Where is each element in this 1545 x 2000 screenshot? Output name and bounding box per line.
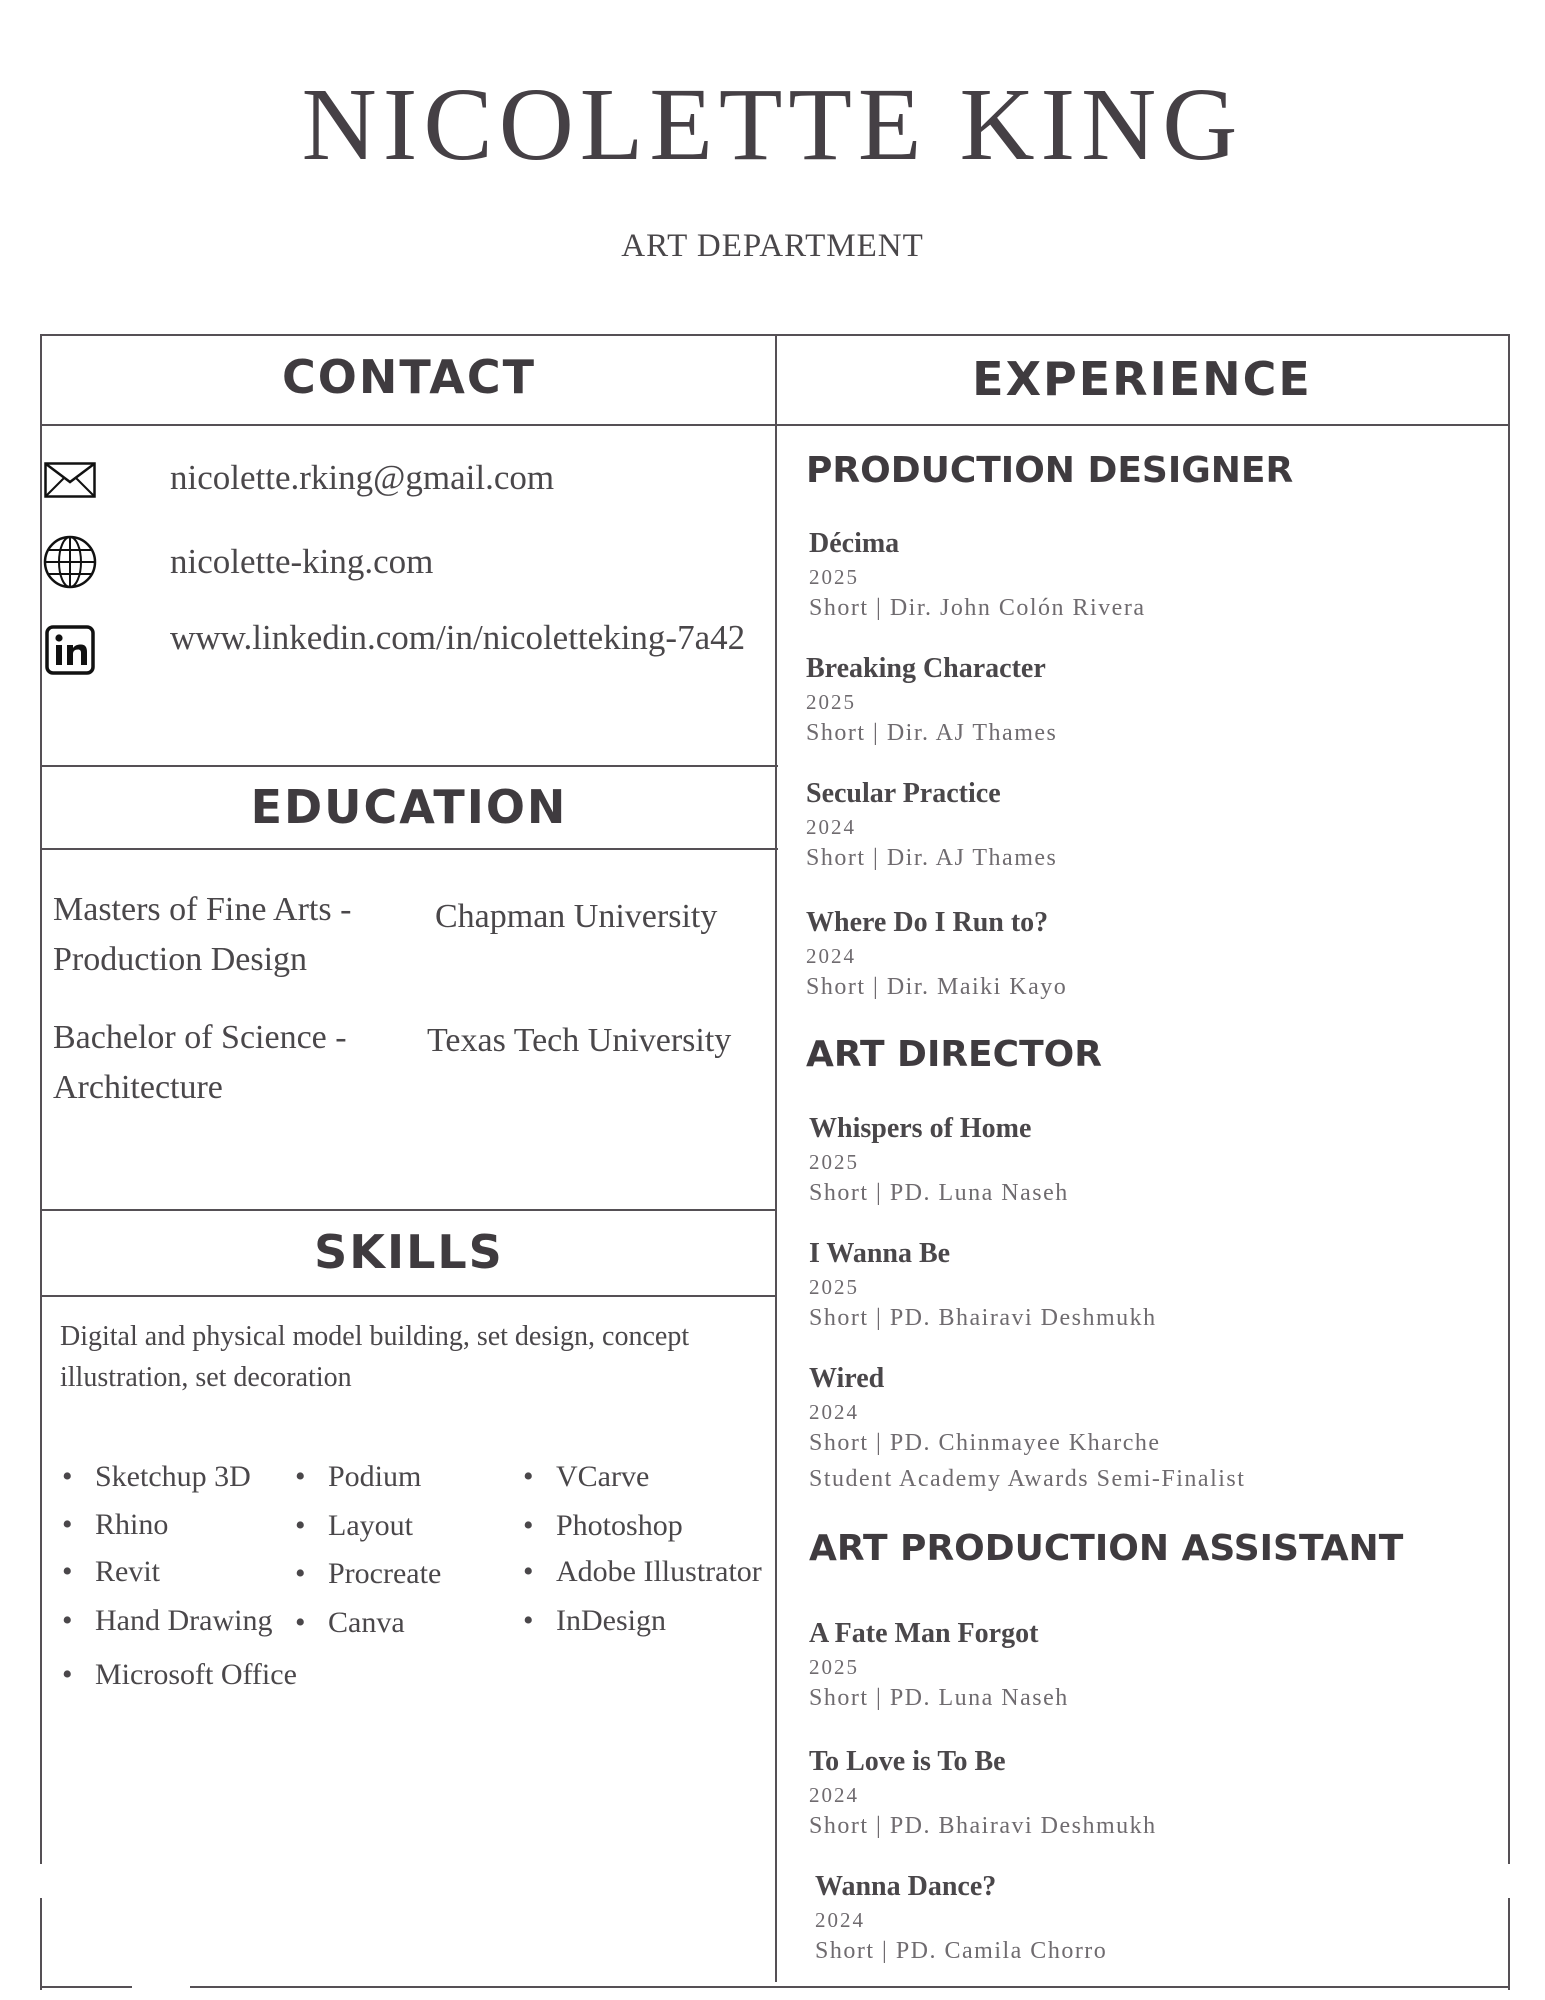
job-year: 2025: [809, 565, 859, 589]
job-title: Wired: [809, 1363, 885, 1394]
education-heading: EDUCATION: [250, 780, 568, 834]
job-title: I Wanna Be: [809, 1238, 951, 1269]
frame-right-line-bottom: [1508, 1898, 1510, 1990]
skill-item: • Photoshop: [556, 1509, 683, 1543]
skill-item: • Procreate: [328, 1557, 441, 1591]
frame-left-line-bottom: [40, 1898, 42, 1990]
education-header-rule: [42, 848, 778, 850]
job-entry: [815, 1870, 1107, 1966]
job-year: 2024: [806, 815, 856, 839]
linkedin-icon: [42, 622, 98, 678]
job-year: 2025: [809, 1275, 859, 1299]
education-top-rule: [42, 765, 778, 767]
contact-website[interactable]: nicolette-king.com: [170, 542, 434, 581]
skills-top-rule: [40, 1209, 776, 1211]
job-title: Whispers of Home: [809, 1113, 1032, 1144]
skill-item: • InDesign: [556, 1604, 666, 1638]
job-year: 2024: [809, 1783, 859, 1807]
envelope-icon: [42, 452, 98, 508]
resume-department: ART DEPARTMENT: [621, 228, 924, 264]
frame-right-line: [1508, 334, 1510, 1864]
skill-item: • Microsoft Office: [95, 1658, 297, 1692]
job-entry: [809, 527, 1145, 623]
job-meta: Short | PD. Camila Chorro: [815, 1938, 1108, 1964]
job-title: Where Do I Run to?: [806, 907, 1049, 938]
skill-item: • Rhino: [95, 1508, 168, 1542]
skill-item: • Canva: [328, 1606, 405, 1640]
job-award-note: Student Academy Awards Semi-Finalist: [809, 1466, 1246, 1492]
skill-item: • Adobe Illustrator: [556, 1555, 762, 1589]
skill-item: • Sketchup 3D: [95, 1460, 251, 1494]
skill-item: • Revit: [95, 1555, 160, 1589]
skills-header-rule: [40, 1295, 776, 1297]
section-production-designer: PRODUCTION DESIGNER: [806, 450, 1294, 491]
contact-website-row[interactable]: [42, 534, 434, 590]
job-year: 2025: [809, 1150, 859, 1174]
job-title: Wanna Dance?: [815, 1871, 997, 1902]
section-art-director: ART DIRECTOR: [806, 1034, 1102, 1075]
contact-linkedin[interactable]: www.linkedin.com/in/nicoletteking-7a42: [170, 618, 746, 657]
skill-item: • Hand Drawing: [95, 1604, 272, 1638]
skills-heading: SKILLS: [314, 1225, 504, 1279]
education-school-2: Texas Tech University: [427, 1022, 732, 1059]
globe-icon: [42, 534, 98, 590]
job-entry: [809, 1617, 1069, 1713]
job-year: 2025: [806, 690, 856, 714]
job-title: Décima: [809, 528, 900, 559]
job-title: A Fate Man Forgot: [809, 1618, 1039, 1649]
job-entry: [809, 1362, 1245, 1496]
skill-item: • Layout: [328, 1509, 413, 1543]
contact-heading: CONTACT: [282, 350, 536, 404]
job-meta: Short | PD. Luna Naseh: [809, 1685, 1069, 1711]
job-entry: [809, 1745, 1157, 1841]
skill-item: • VCarve: [556, 1460, 649, 1494]
contact-email-row[interactable]: [42, 452, 555, 508]
frame-bottom-line-right: [190, 1986, 1510, 1988]
section-art-production-assistant: ART PRODUCTION ASSISTANT: [809, 1528, 1404, 1569]
job-meta: Short | PD. Bhairavi Deshmukh: [809, 1305, 1157, 1331]
contact-header-rule: [40, 424, 776, 426]
job-meta: Short | Dir. Maiki Kayo: [806, 974, 1068, 1000]
experience-header-rule: [776, 424, 1508, 426]
job-year: 2024: [809, 1400, 859, 1424]
resume-name: NICOLETTE KING: [301, 67, 1244, 182]
job-year: 2025: [809, 1655, 859, 1679]
job-year: 2024: [806, 944, 856, 968]
frame-bottom-line-left: [40, 1986, 132, 1988]
skills-summary: Digital and physical model building, set design, concept illustration, set decoration: [60, 1321, 690, 1393]
job-title: Secular Practice: [806, 778, 1001, 809]
job-title: Breaking Character: [806, 653, 1046, 684]
experience-heading: EXPERIENCE: [972, 352, 1312, 406]
job-meta: Short | Dir. AJ Thames: [806, 720, 1058, 746]
job-entry: [809, 1237, 1157, 1333]
job-title: To Love is To Be: [809, 1746, 1006, 1777]
education-school-1: Chapman University: [435, 898, 718, 935]
job-entry: [809, 1112, 1069, 1208]
contact-email[interactable]: nicolette.rking@gmail.com: [170, 458, 555, 497]
job-meta: Short | PD. Chinmayee Kharche: [809, 1430, 1161, 1456]
job-meta: Short | Dir. AJ Thames: [806, 845, 1058, 871]
job-entry: [806, 652, 1057, 748]
contact-linkedin-row[interactable]: [42, 618, 746, 678]
job-entry: [806, 777, 1057, 873]
job-year: 2024: [815, 1908, 865, 1932]
education-degree-2: Bachelor of Science - Architecture: [53, 1019, 347, 1106]
job-meta: Short | Dir. John Colón Rivera: [809, 595, 1146, 621]
job-meta: Short | PD. Bhairavi Deshmukh: [809, 1813, 1157, 1839]
frame-center-divider: [775, 334, 777, 1982]
job-meta: Short | PD. Luna Naseh: [809, 1180, 1069, 1206]
education-degree-1: Masters of Fine Arts - Production Design: [53, 891, 352, 978]
skill-item: • Podium: [328, 1460, 421, 1494]
job-entry: [806, 906, 1067, 1002]
